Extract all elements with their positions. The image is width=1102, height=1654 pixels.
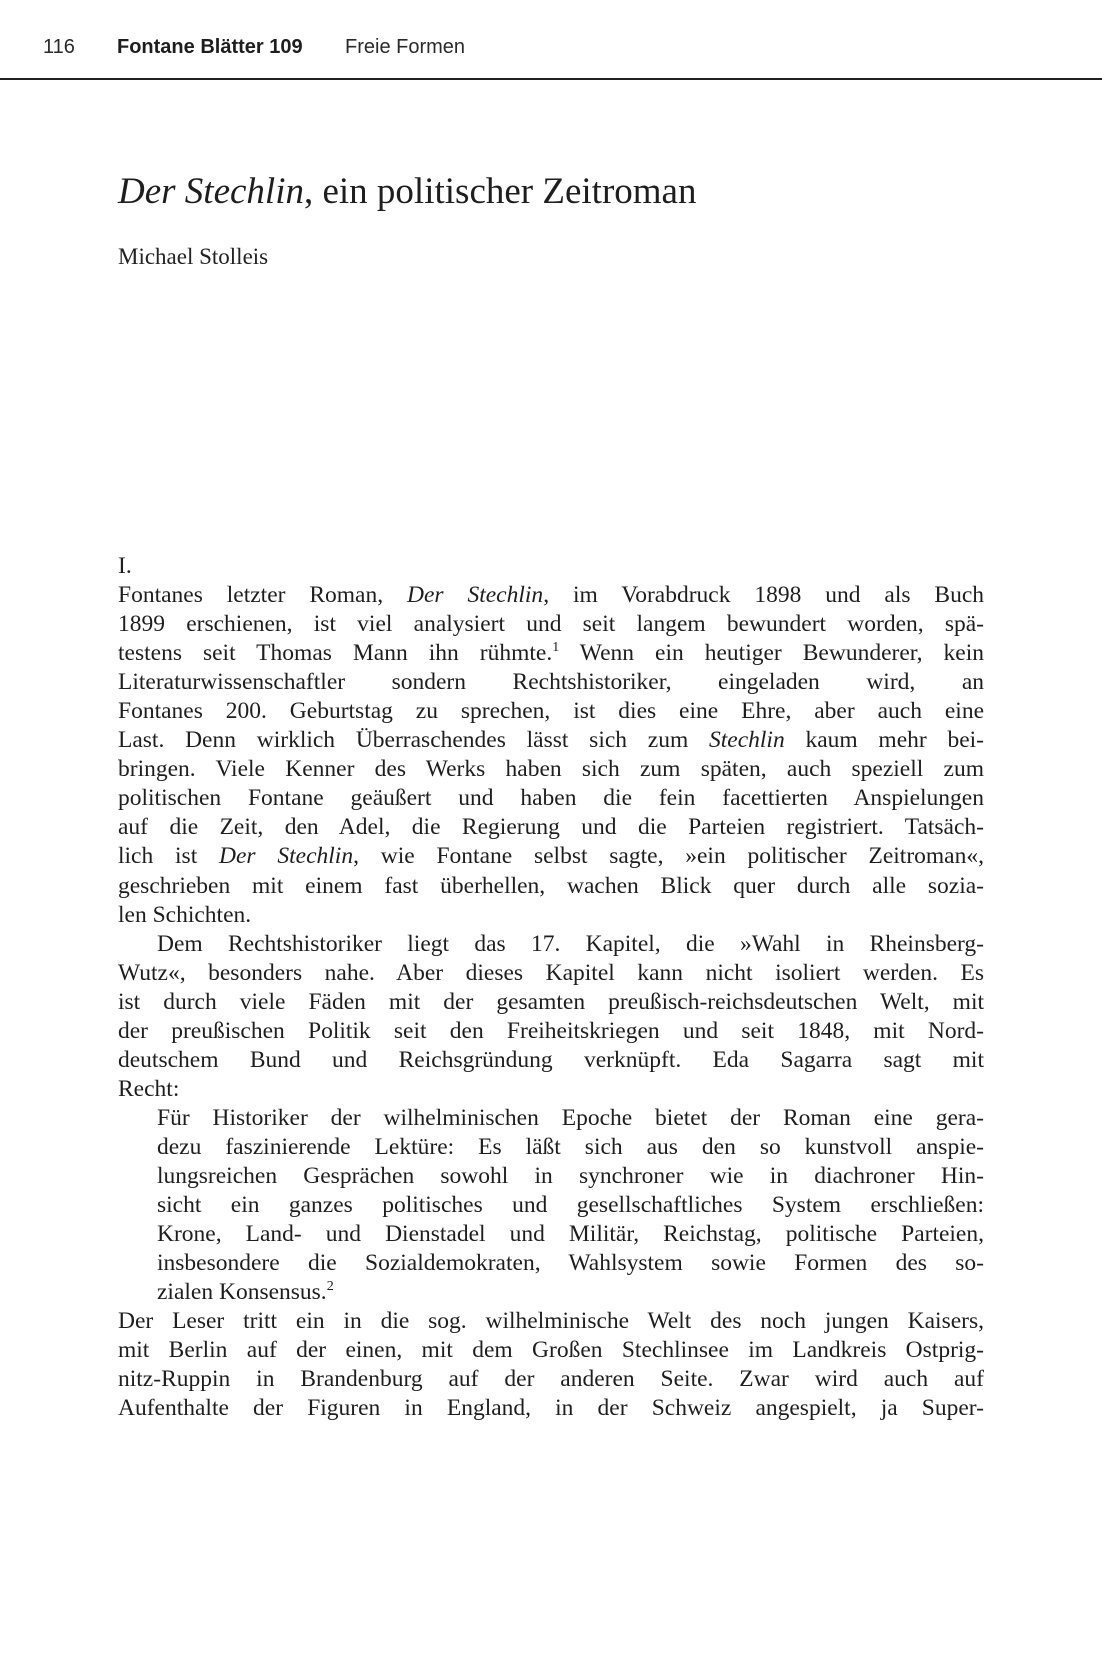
italic-text: Der Stechlin xyxy=(407,582,544,608)
journal-title: Fontane Blätter 109 xyxy=(117,36,303,58)
text-line xyxy=(118,609,984,639)
text-segment: bringen. Viele Kenner des Werks haben sich zum späten, auch speziell zum xyxy=(118,756,984,783)
text-segment: Für Historiker der wilhelminischen Epoche bietet der Roman eine gera- xyxy=(157,1104,984,1131)
section-name: Freie Formen xyxy=(345,36,466,58)
text-line xyxy=(118,696,984,726)
text-segment: auf die Zeit, den Adel, die Regierung und die Parteien registriert. Tatsäch- xyxy=(118,814,984,841)
text-segment: Krone, Land- und Dienstadel und Militär, Reichstag, politische Parteien, xyxy=(157,1221,984,1248)
footnote-marker: 1 xyxy=(552,640,560,656)
article-title-italic: Der Stechlin xyxy=(118,171,304,212)
text-segment: deutschem Bund und Reichsgründung verknüpft. Eda Sagarra sagt mit xyxy=(118,1046,984,1073)
text-segment: insbesondere die Sozialdemokraten, Wahlsystem sowie Formen des so- xyxy=(157,1250,984,1277)
text-line xyxy=(157,1161,984,1191)
text-line xyxy=(118,871,984,901)
text-line xyxy=(118,1016,984,1046)
section-numeral: I. xyxy=(118,553,132,579)
text-segment: der preußischen Politik seit den Freiheitskriegen und seit 1848, mit Nord- xyxy=(118,1017,984,1044)
text-line xyxy=(157,1190,984,1220)
text-segment: politischen Fontane geäußert und haben die fein facettierten Anspielungen xyxy=(118,785,984,812)
text-segment: sicht ein ganzes politisches und gesellschaftliches System erschließen: xyxy=(157,1192,984,1219)
text-segment: kaum mehr bei- xyxy=(784,727,984,754)
text-line xyxy=(118,1074,179,1104)
text-line xyxy=(157,1277,334,1307)
text-line xyxy=(118,987,984,1017)
text-line xyxy=(118,783,984,813)
text-segment: mit Berlin auf der einen, mit dem Großen Stechlinsee im Landkreis Ostprig- xyxy=(118,1337,984,1364)
text-segment: 1899 erschienen, ist viel analysiert und seit langem bewundert worden, spä- xyxy=(118,611,984,638)
text-segment: nitz-Ruppin in Brandenburg auf der anderen Seite. Zwar wird auch auf xyxy=(118,1366,984,1393)
text-segment: Literaturwissenschaftler sondern Rechtshistoriker, eingeladen wird, an xyxy=(118,669,984,696)
text-segment: Wutz«, besonders nahe. Aber dieses Kapitel kann nicht isoliert werden. Es xyxy=(118,959,984,986)
text-line xyxy=(118,667,984,697)
text-line xyxy=(157,1103,984,1133)
text-segment: Der Leser tritt ein in die sog. wilhelminische Welt des noch jungen Kaisers, xyxy=(118,1308,984,1335)
text-segment: dezu faszinierende Lektüre: Es läßt sich aus den so kunstvoll anspie- xyxy=(157,1133,984,1160)
text-segment: , im Vorabdruck 1898 und als Buch xyxy=(543,582,985,608)
italic-text: Der Stechlin xyxy=(219,843,354,870)
text-segment: Fontanes letzter Roman, xyxy=(118,582,408,608)
text-segment: lungsreichen Gesprächen sowohl in synchroner wie in diachroner Hin- xyxy=(157,1163,984,1189)
text-segment: Aufenthalte der Figuren in England, in der Schweiz angespielt, ja Super- xyxy=(118,1395,984,1422)
text-segment: ist durch viele Fäden mit der gesamten preußisch-reichsdeutschen Welt, mit xyxy=(118,988,984,1015)
text-segment: Wenn ein heutiger Bewunderer, kein xyxy=(559,640,984,667)
text-line xyxy=(118,1364,984,1394)
text-line xyxy=(118,725,984,755)
text-line xyxy=(118,812,984,842)
footnote-marker: 2 xyxy=(326,1279,334,1295)
text-line xyxy=(118,754,984,784)
text-segment: len Schichten. xyxy=(118,901,252,928)
text-line xyxy=(118,1335,984,1365)
text-segment: geschrieben mit einem fast überhellen, wachen Blick quer durch alle sozia- xyxy=(118,872,984,899)
text-segment: testens seit Thomas Mann ihn rühmte. xyxy=(118,640,553,667)
text-line xyxy=(118,1393,984,1423)
text-line xyxy=(157,1132,984,1162)
article-title-rest: , ein politischer Zeitroman xyxy=(303,171,697,212)
text-line xyxy=(157,1248,984,1278)
text-line xyxy=(118,580,984,610)
text-segment: Fontanes 200. Geburtstag zu sprechen, ist dies eine Ehre, aber auch eine xyxy=(118,698,984,725)
text-line xyxy=(118,958,984,988)
text-line xyxy=(118,900,251,930)
header-rule xyxy=(0,78,1102,80)
text-segment: Recht: xyxy=(118,1075,180,1102)
text-segment: , wie Fontane selbst sagte, »ein politischer Zeitroman«, xyxy=(353,843,984,870)
running-header xyxy=(0,0,1102,80)
article-author: Michael Stolleis xyxy=(118,244,269,269)
text-segment: Last. Denn wirklich Überraschendes lässt sich zum xyxy=(118,727,709,754)
italic-text: Stechlin xyxy=(709,727,785,754)
text-line xyxy=(118,1306,984,1336)
text-line xyxy=(118,638,984,668)
text-segment: Dem Rechtshistoriker liegt das 17. Kapitel, die »Wahl in Rheinsberg- xyxy=(157,930,984,957)
article-title xyxy=(118,170,696,213)
text-line xyxy=(157,929,984,959)
page-number: 116 xyxy=(43,36,75,58)
text-line xyxy=(118,1045,984,1075)
text-segment: zialen Konsensus. xyxy=(157,1279,327,1306)
text-line xyxy=(118,841,984,871)
text-line xyxy=(157,1219,984,1249)
text-segment: lich ist xyxy=(118,843,220,870)
